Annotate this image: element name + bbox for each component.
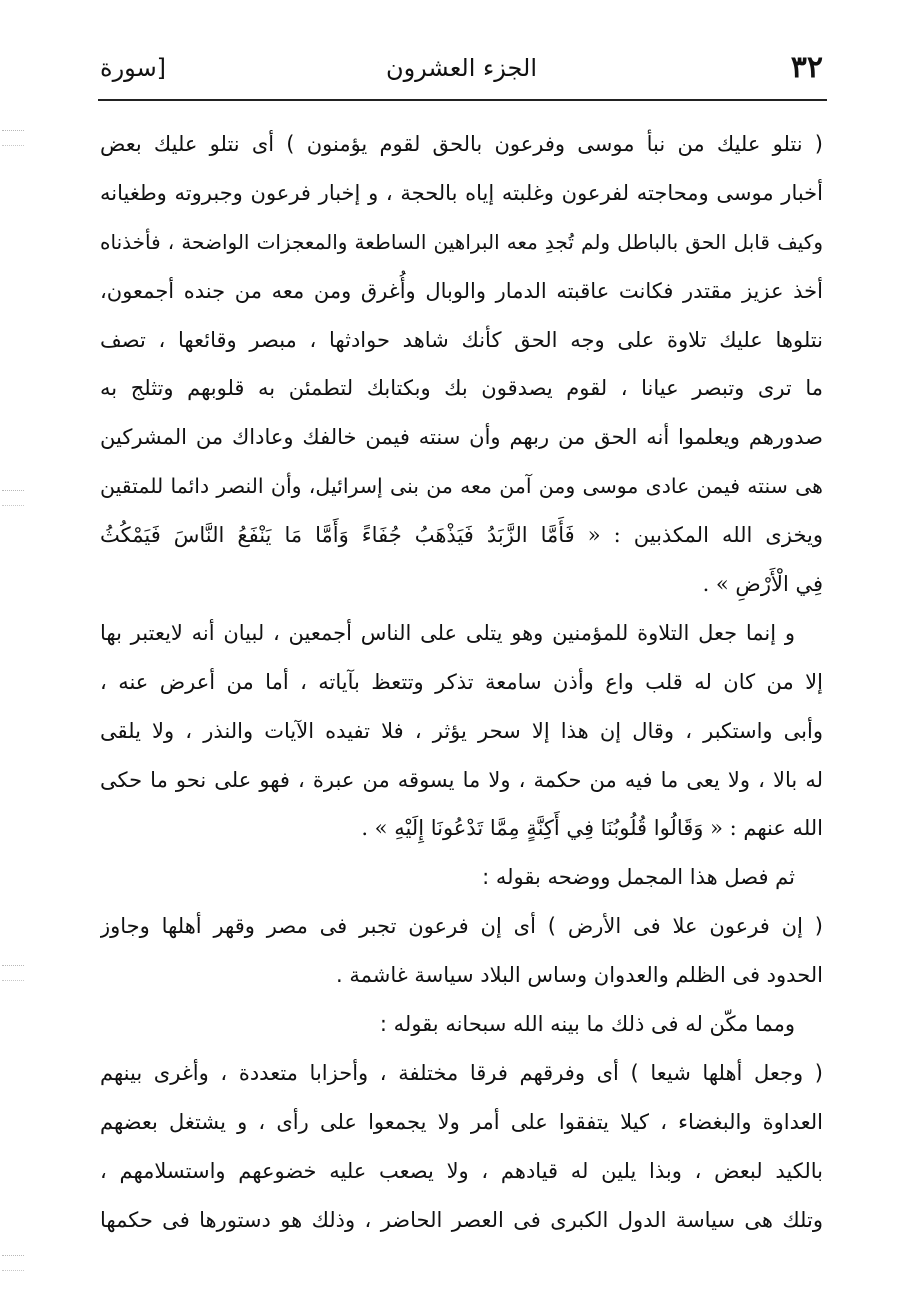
text-line: وتلك هى سياسة الدول الكبرى فى العصر الحاضر ، وذلك هو دستورها فى حكمها bbox=[100, 1207, 823, 1232]
text-line: ( إن فرعون علا فى الأرض ) أى إن فرعون تجبر فى مصر وقهر أهلها وجاوز bbox=[100, 914, 823, 939]
running-head: الجزء العشرون bbox=[385, 54, 538, 82]
text-line: أخذ عزيز مقتدر فكانت عاقبته الدمار والوبال وأُغرق ومن معه من جنده أجمعون، bbox=[100, 278, 823, 303]
body-text bbox=[100, 120, 823, 1244]
text-line-verse: الله عنهم : « وَقَالُوا قُلُوبُنَا فِي أَكِنَّةٍ مِمَّا تَدْعُونَا إِلَيْهِ » . bbox=[361, 816, 823, 841]
surah-label: [سورة bbox=[100, 54, 167, 82]
scan-margin-mark bbox=[2, 1255, 24, 1271]
text-line: إلا من كان له قلب واع وأذن سامعة تذكر وتتعظ بآياته ، أما من أعرض عنه ، bbox=[100, 669, 823, 694]
scan-margin-mark bbox=[2, 965, 24, 981]
text-line: وأبى واستكبر ، وقال إن هذا إلا سحر يؤثر ، فلا تفيده الآيات والنذر ، ولا يلقى bbox=[100, 718, 823, 743]
header-rule bbox=[98, 99, 827, 101]
text-line: العداوة والبغضاء ، كيلا يتفقوا على أمر ولا يجمعوا على رأى ، و يشتغل بعضهم bbox=[100, 1109, 823, 1134]
scan-margin-mark bbox=[2, 490, 24, 506]
scan-margin-mark bbox=[2, 130, 24, 146]
text-line: ( وجعل أهلها شيعا ) أى وفرقهم فرقا مختلفة ، وأحزابا متعددة ، وأغرى بينهم bbox=[100, 1060, 823, 1085]
text-line: و إنما جعل التلاوة للمؤمنين وهو يتلى على الناس أجمعين ، لبيان أنه لايعتبر بها bbox=[100, 620, 795, 645]
text-line: الحدود فى الظلم والعدوان وساس البلاد سياسة غاشمة . bbox=[335, 963, 823, 988]
text-line-verse: فِي الْأَرْضِ » . bbox=[702, 572, 823, 597]
text-line: ومما مكّن له فى ذلك ما بينه الله سبحانه بقوله : bbox=[379, 1012, 795, 1037]
text-line: ( نتلو عليك من نبأ موسى وفرعون بالحق لقوم يؤمنون ) أى نتلو عليك بعض bbox=[100, 132, 823, 156]
page-header bbox=[100, 48, 823, 92]
page-number: ٣٢ bbox=[790, 50, 823, 85]
text-line: صدورهم ويعلموا أنه الحق من ربهم وأن سنته فيمن خالفك وعاداك من المشركين bbox=[100, 425, 823, 450]
text-line: نتلوها عليك تلاوة على وجه الحق كأنك شاهد حوادثها ، مبصر وقائعها ، تصف bbox=[100, 327, 823, 352]
text-line-verse: ويخزى الله المكذبين : « فَأَمَّا الزَّبَدُ فَيَذْهَبُ جُفَاءً وَأَمَّا مَا يَنْفَعُ النَّاسَ فَيَمْكُثُ bbox=[100, 523, 823, 548]
text-line: له بالا ، ولا يعى ما فيه من حكمة ، ولا ما يسوقه من عبرة ، فهو على نحو ما حكى bbox=[100, 767, 823, 792]
text-line: بالكيد لبعض ، وبذا يلين له قيادهم ، ولا يصعب عليه خضوعهم واستسلامهم ، bbox=[100, 1158, 823, 1183]
text-line: ما ترى وتبصر عيانا ، لقوم يصدقون بك وبكتابك لتطمئن به قلوبهم وتثلج به bbox=[100, 376, 823, 401]
text-line: أخبار موسى ومحاجته لفرعون وغلبته إياه بالحجة ، و إخبار فرعون وجبروته وطغيانه bbox=[100, 180, 823, 205]
text-line: وكيف قابل الحق بالباطل ولم تُجدِ معه البراهين الساطعة والمعجزات الواضحة ، فأخذناه bbox=[100, 229, 823, 254]
text-line: هى سنته فيمن عادى موسى ومن آمن معه من بنى إسرائيل، وأن النصر دائما للمتقين bbox=[100, 474, 823, 499]
text-line: ثم فصل هذا المجمل ووضحه بقوله : bbox=[482, 865, 795, 890]
